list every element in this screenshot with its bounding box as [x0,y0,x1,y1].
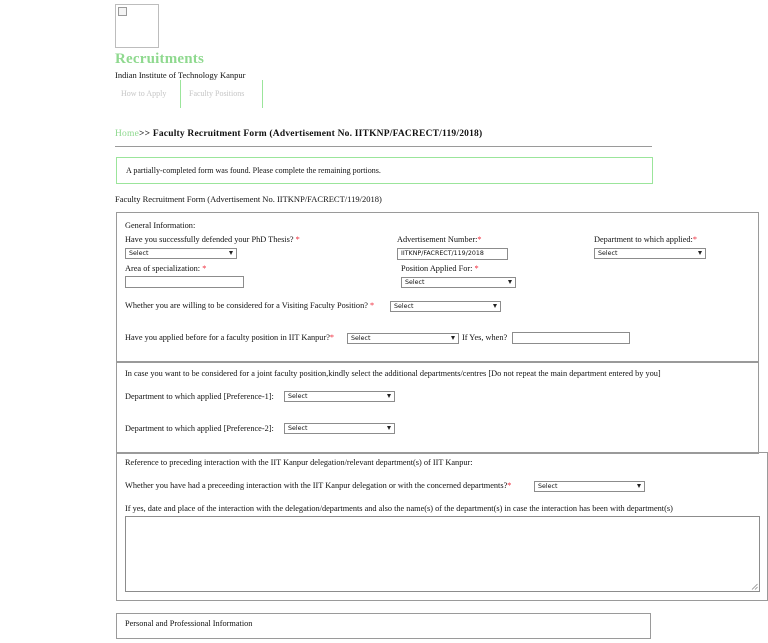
nav-divider [262,80,263,108]
resize-grip-icon[interactable] [751,583,758,590]
department-select-value: Select [598,250,618,257]
applied-before-select[interactable] [347,333,459,344]
adv-label: Advertisement Number: [397,235,478,244]
breadcrumb-current: Faculty Recruitment Form (Advertisement No. IITKNP/FACRECT/119/2018) [152,129,483,139]
interaction-heading: Reference to preceding interaction with the IIT Kanpur delegation/relevant department(s) of IIT Kanpur: [125,458,473,467]
specialization-question [125,264,206,273]
chevron-down-icon [637,484,641,488]
chevron-down-icon [387,394,391,398]
institute-logo [115,4,159,48]
when-input[interactable] [512,332,630,344]
required-mark: * [295,235,300,244]
interaction-select-value: Select [538,483,558,490]
visiting-label: Whether you are willing to be considered for a Visiting Faculty Position? [125,301,368,310]
pref1-label: Department to which applied [Preference-1]: [125,392,274,401]
interaction-details-label: If yes, date and place of the interaction with the delegation/departments and also the name(s) of the department(s) in case the interaction has been with department(s) [125,504,673,513]
pref1-select-value: Select [288,393,308,400]
breadcrumb-home-link[interactable]: Home [115,129,140,139]
chevron-down-icon [508,280,512,284]
personal-heading: Personal and Professional Information [125,619,253,628]
position-select[interactable] [401,277,516,288]
chevron-down-icon [229,251,233,255]
nav-how-to-apply[interactable]: How to Apply [121,89,167,98]
joint-heading: In case you want to be considered for a joint faculty position,kindly select the additional departments/centres [Do not repeat the main department entered by you] [125,369,661,378]
nav-divider [180,80,181,108]
required-mark: * [692,235,697,244]
top-nav [115,80,263,108]
breadcrumb-divider [115,146,652,147]
dept-label: Department to which applied: [594,235,693,244]
visiting-select-value: Select [394,303,414,310]
pref2-label: Department to which applied [Preference-2]: [125,424,274,433]
adv-number-input[interactable]: IITKNP/FACRECT/119/2018 [397,248,508,260]
required-mark: * [477,235,482,244]
phd-select[interactable] [125,248,237,259]
when-label: If Yes, when? [462,333,508,342]
breadcrumb [115,129,482,139]
spec-label: Area of specialization: [125,264,201,273]
specialization-input[interactable] [125,276,244,288]
notice-text: A partially-completed form was found. Please complete the remaining portions. [126,166,381,175]
pref2-select[interactable] [284,423,395,434]
pref2-select-value: Select [288,425,308,432]
interaction-question [125,481,511,490]
interaction-select[interactable] [534,481,645,492]
required-mark: * [329,333,335,342]
phd-label: Have you successfully defended your PhD Thesis? [125,235,294,244]
breadcrumb-separator: >> [139,129,151,139]
position-question [401,264,479,273]
interaction-question-label: Whether you have had a preceeding interaction with the IIT Kanpur delegation or with the concerned departments? [125,481,508,490]
required-mark: * [369,301,375,310]
applied-before-question [125,333,334,342]
nav-faculty-positions[interactable]: Faculty Positions [189,89,245,98]
adv-number-question [397,235,482,244]
general-heading: General Information: [125,221,196,230]
broken-image-icon [118,7,127,16]
visiting-select[interactable] [390,301,501,312]
applied-before-select-value: Select [351,335,371,342]
pref1-select[interactable] [284,391,395,402]
required-mark: * [202,264,207,273]
department-question [594,235,697,244]
department-select[interactable] [594,248,706,259]
chevron-down-icon [451,336,455,340]
chevron-down-icon [493,304,497,308]
visiting-question [125,301,374,310]
phd-select-value: Select [129,250,149,257]
site-subtitle: Indian Institute of Technology Kanpur [115,70,246,80]
applied-before-label: Have you applied before for a faculty position in IIT Kanpur? [125,333,330,342]
form-title: Faculty Recruitment Form (Advertisement No. IITKNP/FACRECT/119/2018) [115,194,382,204]
required-mark: * [507,481,512,490]
position-label: Position Applied For: [401,264,473,273]
required-mark: * [474,264,479,273]
chevron-down-icon [698,251,702,255]
position-select-value: Select [405,279,425,286]
phd-question [125,235,300,244]
site-title: Recruitments [115,51,205,67]
interaction-details-textarea[interactable] [125,516,760,592]
partial-form-notice [116,157,653,184]
chevron-down-icon [387,426,391,430]
